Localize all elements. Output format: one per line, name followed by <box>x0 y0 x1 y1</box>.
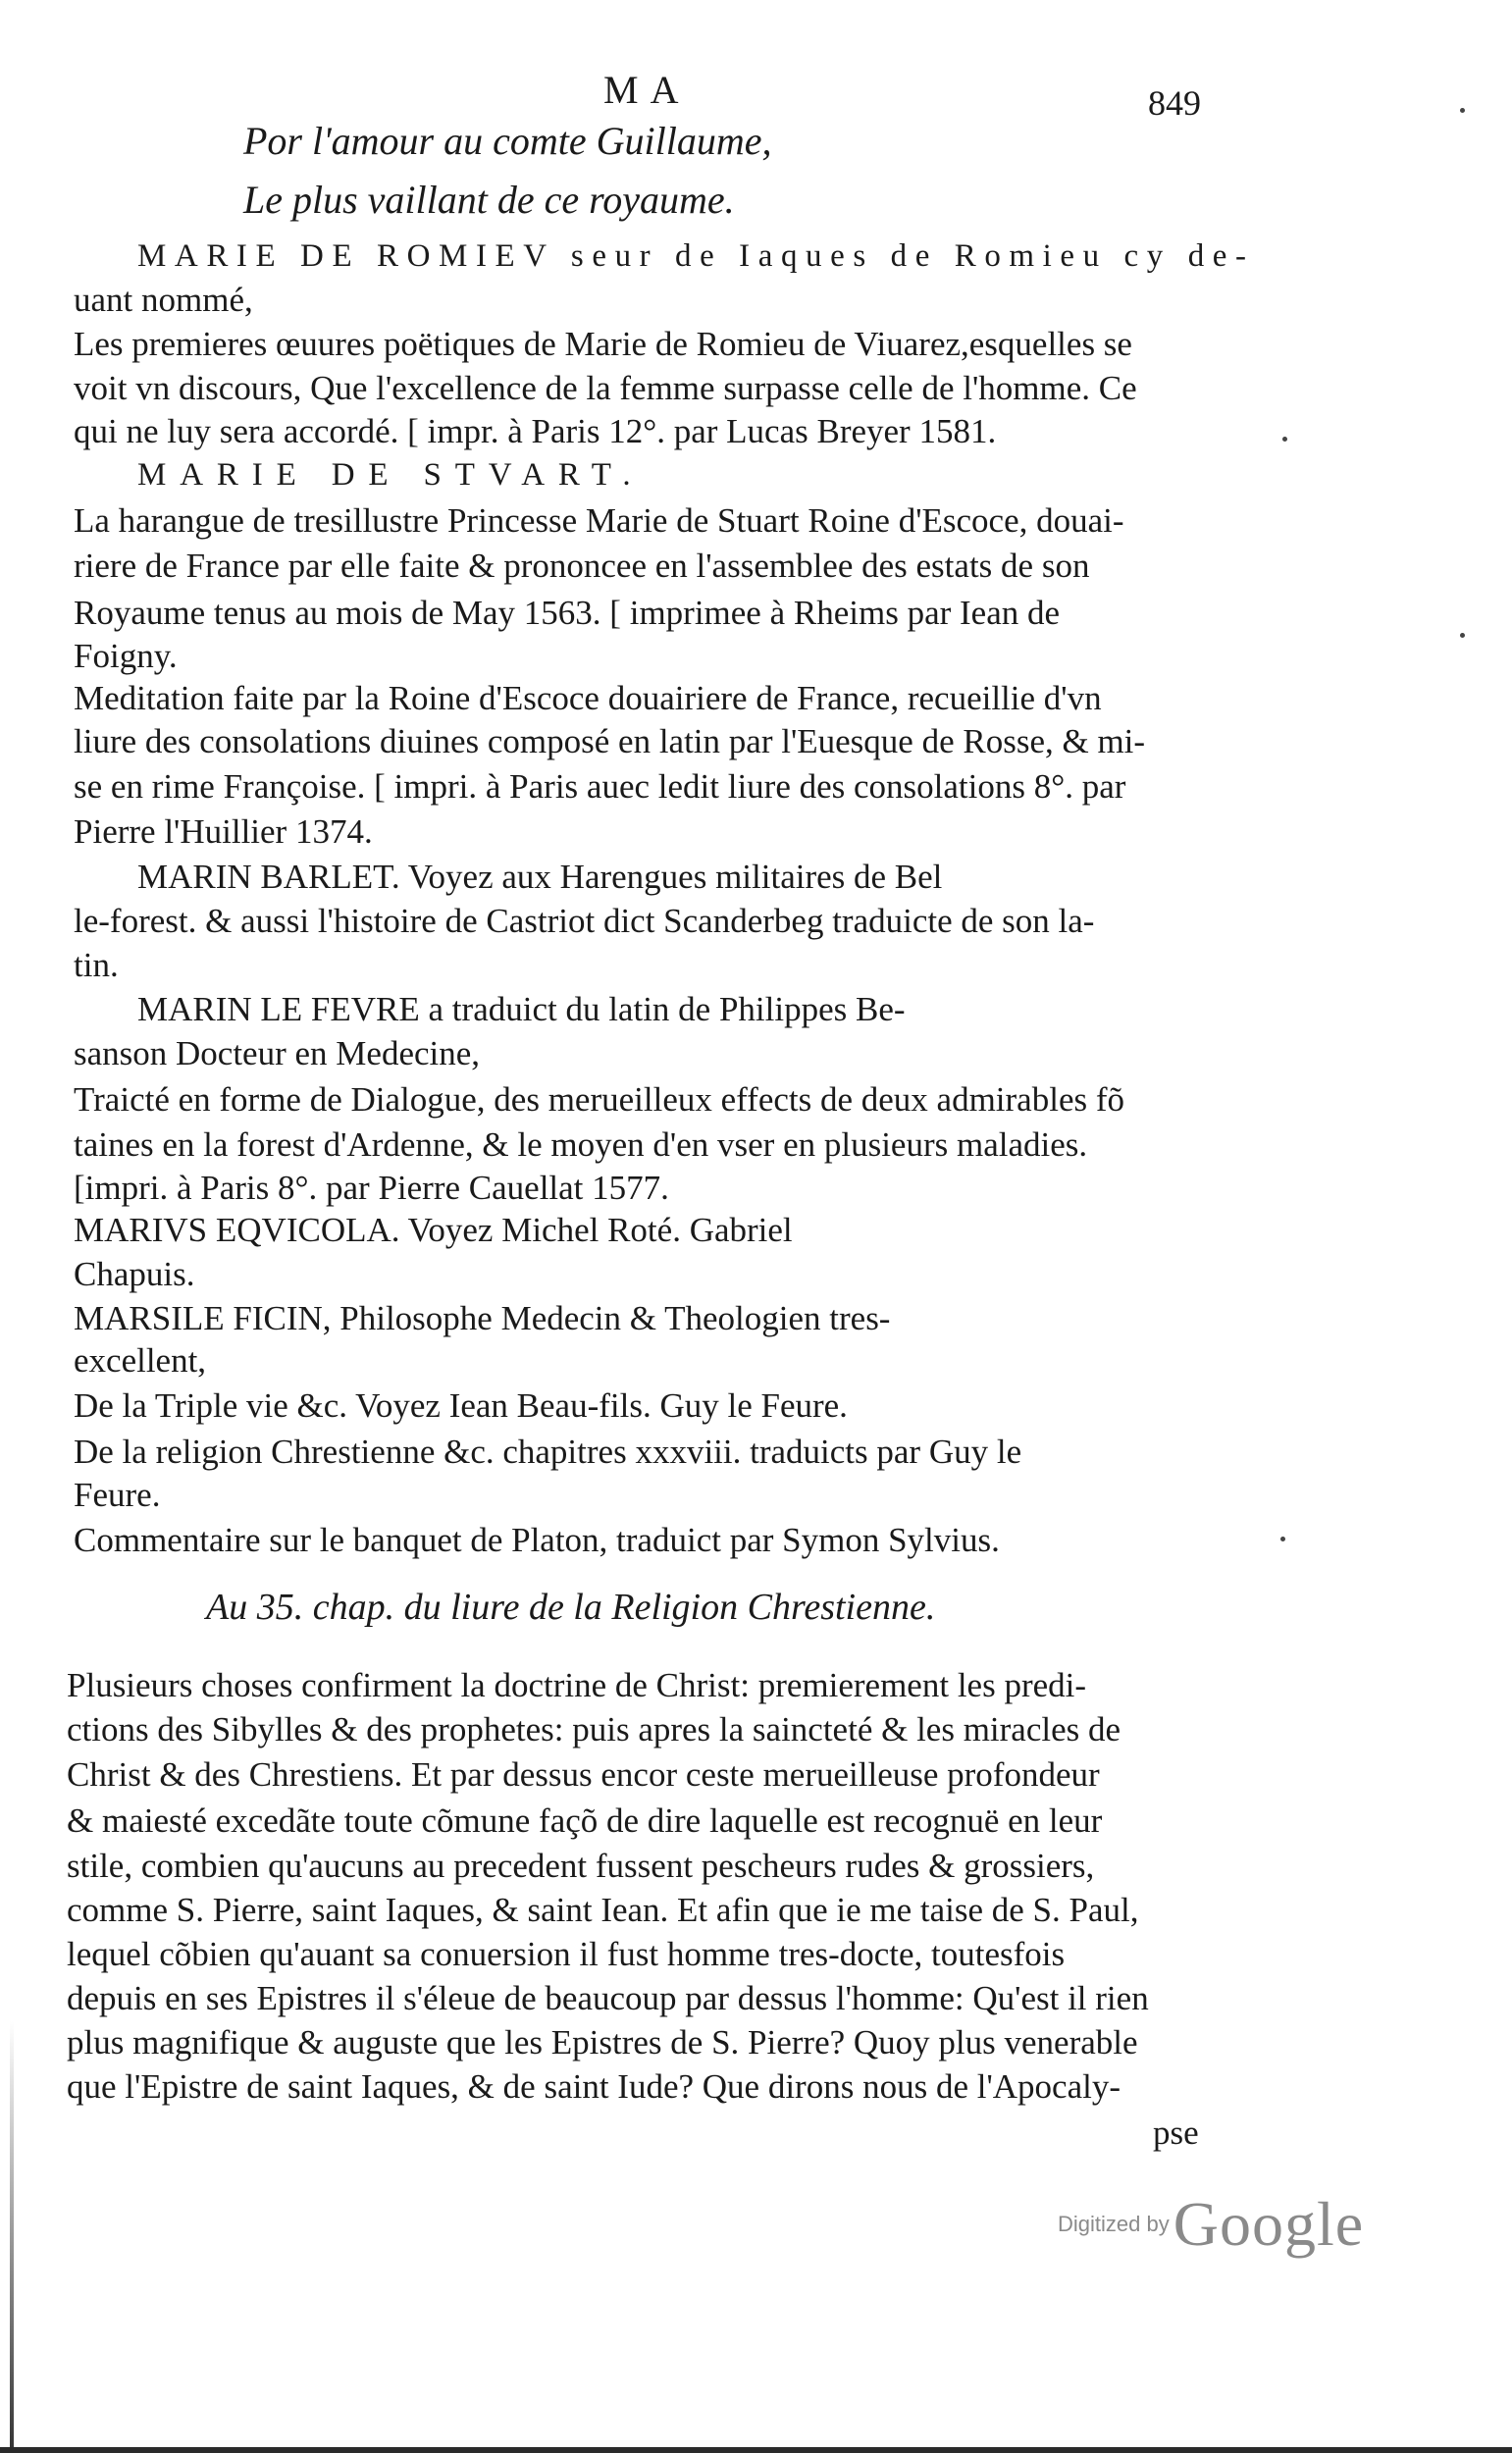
text-line: Christ & des Chrestiens. Et par dessus encor ceste merueilleuse profondeur <box>67 1755 1100 1794</box>
text-line: uant nommé, <box>74 281 253 319</box>
text-line: Traicté en forme de Dialogue, des merueilleux effects de deux admirables fõ <box>74 1080 1125 1119</box>
text-line: comme S. Pierre, saint Iaques, & saint Iean. Et afin que ie me taise de S. Paul, <box>67 1891 1139 1929</box>
text-line: Chapuis. <box>74 1255 195 1293</box>
watermark-prefix: Digitized by <box>1058 2212 1170 2236</box>
text-line: Foigny. <box>74 637 178 675</box>
text-line: excellent, <box>74 1341 207 1380</box>
scan-edge-left <box>10 2021 14 2453</box>
text-line: [impri. à Paris 8°. par Pierre Cauellat 1577. <box>74 1169 669 1207</box>
speck-dot <box>1460 108 1465 113</box>
digitized-watermark <box>1058 2188 1382 2257</box>
text-line: Feure. <box>74 1476 161 1514</box>
text-line: Plusieurs choses confirment la doctrine de Christ: premierement les predi- <box>67 1666 1087 1704</box>
catchword: pse <box>1153 2114 1199 2152</box>
text-line: stile, combien qu'aucuns au precedent fussent pescheurs rudes & grossiers, <box>67 1847 1095 1885</box>
text-line: taines en la forest d'Ardenne, & le moyen d'en vser en plusieurs maladies. <box>74 1125 1088 1164</box>
text-line: Commentaire sur le banquet de Platon, traduict par Symon Sylvius. <box>74 1521 1000 1559</box>
verse-line: Por l'amour au comte Guillaume, <box>243 119 772 163</box>
text-line: depuis en ses Epistres il s'éleue de beaucoup par dessus l'homme: Qu'est il rien <box>67 1979 1149 2017</box>
verse-line: Le plus vaillant de ce royaume. <box>243 178 735 222</box>
text-line: sanson Docteur en Medecine, <box>74 1034 481 1072</box>
text-line: tin. <box>74 946 119 984</box>
speck-dot <box>1280 1537 1285 1541</box>
text-line: se en rime Françoise. [ impri. à Paris auec ledit liure des consolations 8°. par <box>74 767 1126 806</box>
section-heading: Au 35. chap. du liure de la Religion Chrestienne. <box>206 1587 936 1628</box>
entry-heading: MARIN LE FEVRE a traduict du latin de Philippes Be- <box>137 990 906 1028</box>
text-line: & maiesté excedãte toute cõmune façõ de dire laquelle est recognuë en leur <box>67 1801 1103 1840</box>
text-line: voit vn discours, Que l'excellence de la femme surpasse celle de l'homme. Ce <box>74 369 1137 407</box>
entry-heading: MARIN BARLET. Voyez aux Harengues militaires de Bel <box>137 858 943 896</box>
text-line: De la religion Chrestienne &c. chapitres xxxviii. traduicts par Guy le <box>74 1433 1022 1471</box>
google-logo: Google <box>1173 2189 1365 2259</box>
text-line: ctions des Sibylles & des prophetes: puis apres la saincteté & les miracles de <box>67 1710 1121 1748</box>
running-header: MA <box>603 68 691 112</box>
speck-dot <box>1282 437 1287 442</box>
text-line: Les premieres œuures poëtiques de Marie de Romieu de Viuarez,esquelles se <box>74 325 1132 363</box>
page-number: 849 <box>1148 83 1201 123</box>
entry-heading: MARIVS EQVICOLA. Voyez Michel Roté. Gabriel <box>74 1211 793 1249</box>
text-line: le-forest. & aussi l'histoire de Castriot dict Scanderbeg traduicte de son la- <box>74 902 1095 940</box>
entry-heading: MARIE DE ROMIEV seur de Iaques de Romieu cy de- <box>137 238 1255 274</box>
speck-dot <box>1460 633 1465 638</box>
text-line: Meditation faite par la Roine d'Escoce douairiere de France, recueillie d'vn <box>74 679 1102 717</box>
text-line: plus magnifique & auguste que les Epistres de S. Pierre? Quoy plus venerable <box>67 2023 1138 2062</box>
entry-heading: MARSILE FICIN, Philosophe Medecin & Theologien tres- <box>74 1299 891 1337</box>
entry-heading: MARIE DE STVART. <box>137 457 645 493</box>
text-line: Royaume tenus au mois de May 1563. [ imprimee à Rheims par Iean de <box>74 594 1061 632</box>
text-line: riere de France par elle faite & prononcee en l'assemblee des estats de son <box>74 547 1090 585</box>
text-line: Pierre l'Huillier 1374. <box>74 812 373 851</box>
text-line: liure des consolations diuines composé en latin par l'Euesque de Rosse, & mi- <box>74 722 1146 760</box>
text-line: lequel cõbien qu'auant sa conuersion il fust homme tres-docte, toutesfois <box>67 1935 1066 1973</box>
text-line: qui ne luy sera accordé. [ impr. à Paris 12°. par Lucas Breyer 1581. <box>74 412 997 450</box>
scan-edge-bottom <box>0 2447 1512 2453</box>
text-line: que l'Epistre de saint Iaques, & de saint Iude? Que dirons nous de l'Apocaly- <box>67 2067 1121 2106</box>
text-line: De la Triple vie &c. Voyez Iean Beau-fils. Guy le Feure. <box>74 1386 848 1425</box>
text-line: La harangue de tresillustre Princesse Marie de Stuart Roine d'Escoce, douai- <box>74 501 1124 540</box>
